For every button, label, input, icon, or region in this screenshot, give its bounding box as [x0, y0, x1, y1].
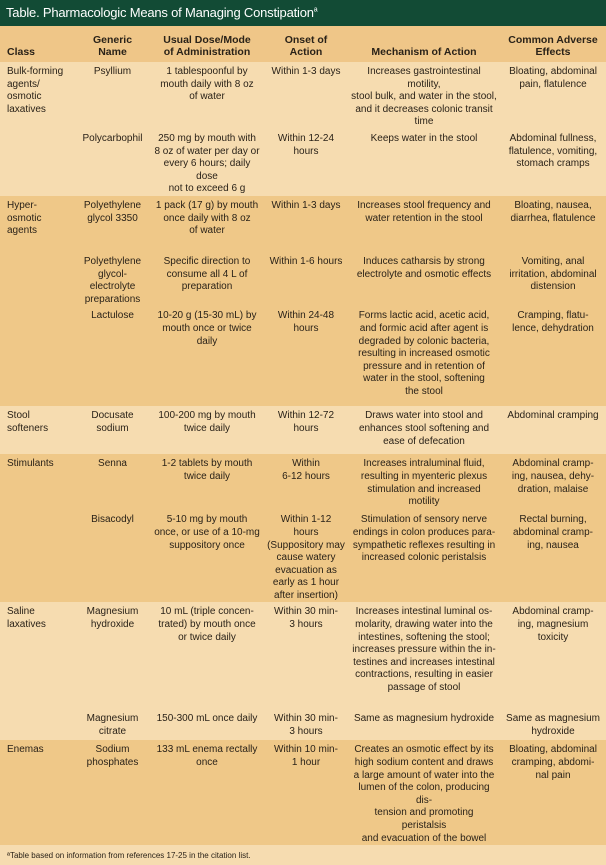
cell-onset: Within 1-6 hours — [264, 252, 348, 306]
cell-dose: 5-10 mg by mouth once, or use of a 10-mg suppository once — [150, 510, 264, 602]
cell-mechanism: Increases stool frequency and water retention in the stool — [348, 196, 500, 252]
table-row — [0, 306, 606, 406]
header-onset: Onset of Action — [264, 26, 348, 62]
cell-class: Enemas — [0, 740, 75, 845]
cell-class: Bulk-forming agents/ osmotic laxatives — [0, 62, 75, 129]
cell-mechanism: Keeps water in the stool — [348, 129, 500, 196]
cell-class: Saline laxatives — [0, 602, 75, 709]
cell-onset: Within 30 min- 3 hours — [264, 602, 348, 709]
table-row — [0, 510, 606, 602]
cell-generic-name: Polyethylene glycol 3350 — [75, 196, 150, 252]
constipation-table — [0, 26, 606, 845]
cell-onset: Within 24-48 hours — [264, 306, 348, 406]
cell-adverse-effects: Vomiting, anal irritation, abdominal distension — [500, 252, 606, 306]
cell-mechanism: Draws water into stool and enhances stool softening and ease of defecation — [348, 406, 500, 454]
cell-dose: 1 tablespoonful by mouth daily with 8 oz of water — [150, 62, 264, 129]
cell-dose: 250 mg by mouth with 8 oz of water per day or every 6 hours; daily dose not to exceed 6 g — [150, 129, 264, 196]
cell-adverse-effects: Bloating, abdominal pain, flatulence — [500, 62, 606, 129]
cell-dose: Specific direction to consume all 4 L of preparation — [150, 252, 264, 306]
cell-adverse-effects: Abdominal cramping — [500, 406, 606, 454]
cell-generic-name: Docusate sodium — [75, 406, 150, 454]
cell-dose: 1 pack (17 g) by mouth once daily with 8 oz of water — [150, 196, 264, 252]
table-row — [0, 406, 606, 454]
cell-onset: Within 1-3 days — [264, 196, 348, 252]
header-dose: Usual Dose/Mode of Administration — [150, 26, 264, 62]
cell-generic-name: Polyethylene glycol- electrolyte preparations — [75, 252, 150, 306]
title-text: Table. Pharmacologic Means of Managing Constipation — [6, 5, 314, 20]
cell-mechanism: Forms lactic acid, acetic acid, and formic acid after agent is degraded by colonic bacteria, resulting in increased osmotic pressure and in retention of water in the stool, softening the stool — [348, 306, 500, 406]
cell-generic-name: Sodium phosphates — [75, 740, 150, 845]
cell-adverse-effects: Cramping, flatu- lence, dehydration — [500, 306, 606, 406]
cell-mechanism: Induces catharsis by strong electrolyte and osmotic effects — [348, 252, 500, 306]
cell-onset: Within 12-72 hours — [264, 406, 348, 454]
cell-class: Hyper- osmotic agents — [0, 196, 75, 252]
table-row — [0, 602, 606, 709]
title-footnote-mark: a — [313, 6, 318, 14]
cell-adverse-effects: Bloating, abdominal cramping, abdomi- nal pain — [500, 740, 606, 845]
cell-class: Stool softeners — [0, 406, 75, 454]
cell-onset: Within 30 min- 3 hours — [264, 709, 348, 740]
cell-adverse-effects: Abdominal cramp- ing, nausea, dehy- dration, malaise — [500, 454, 606, 510]
cell-generic-name: Magnesium hydroxide — [75, 602, 150, 709]
header-mechanism: Mechanism of Action — [348, 26, 500, 62]
cell-adverse-effects: Rectal burning, abdominal cramp- ing, nausea — [500, 510, 606, 602]
header-row — [0, 26, 606, 62]
header-adverse-effects: Common Adverse Effects — [500, 26, 606, 62]
cell-class — [0, 510, 75, 602]
cell-adverse-effects: Same as magnesium hydroxide — [500, 709, 606, 740]
table-row — [0, 129, 606, 196]
cell-generic-name: Lactulose — [75, 306, 150, 406]
cell-dose: 1-2 tablets by mouth twice daily — [150, 454, 264, 510]
cell-dose: 100-200 mg by mouth twice daily — [150, 406, 264, 454]
cell-mechanism: Same as magnesium hydroxide — [348, 709, 500, 740]
cell-class: Stimulants — [0, 454, 75, 510]
cell-adverse-effects: Abdominal cramp- ing, magnesium toxicity — [500, 602, 606, 709]
table-row — [0, 709, 606, 740]
cell-dose: 10-20 g (15-30 mL) by mouth once or twice daily — [150, 306, 264, 406]
cell-dose: 150-300 mL once daily — [150, 709, 264, 740]
cell-mechanism: Increases intestinal luminal os- molarity, drawing water into the intestines, softening the stool; increases pressure within the in- testines and increases intestinal contractions, resulting in easier passage of stool — [348, 602, 500, 709]
cell-onset: Within 1-12 hours (Suppository may cause watery evacuation as early as 1 hour after insertion) — [264, 510, 348, 602]
table-row — [0, 454, 606, 510]
cell-generic-name: Senna — [75, 454, 150, 510]
cell-class — [0, 306, 75, 406]
cell-onset: Within 1-3 days — [264, 62, 348, 129]
cell-mechanism: Stimulation of sensory nerve endings in colon produces para- sympathetic reflexes resulting in increased colonic peristalsis — [348, 510, 500, 602]
cell-onset: Within 6-12 hours — [264, 454, 348, 510]
table-row — [0, 740, 606, 845]
cell-mechanism: Increases intraluminal fluid, resulting in myenteric plexus stimulation and increased motility — [348, 454, 500, 510]
footnote: ªTable based on information from references 17-25 in the citation list. — [0, 845, 606, 865]
cell-mechanism: Increases gastrointestinal motility, stool bulk, and water in the stool, and it decreases colonic transit time — [348, 62, 500, 129]
cell-onset: Within 12-24 hours — [264, 129, 348, 196]
table-title — [0, 0, 606, 26]
cell-adverse-effects: Abdominal fullness, flatulence, vomiting, stomach cramps — [500, 129, 606, 196]
cell-class — [0, 252, 75, 306]
cell-adverse-effects: Bloating, nausea, diarrhea, flatulence — [500, 196, 606, 252]
cell-generic-name: Magnesium citrate — [75, 709, 150, 740]
table-row — [0, 252, 606, 306]
header-class: Class — [0, 26, 75, 62]
cell-onset: Within 10 min- 1 hour — [264, 740, 348, 845]
table-row — [0, 62, 606, 129]
cell-dose: 10 mL (triple concen- trated) by mouth once or twice daily — [150, 602, 264, 709]
cell-dose: 133 mL enema rectally once — [150, 740, 264, 845]
header-generic-name: Generic Name — [75, 26, 150, 62]
cell-class — [0, 129, 75, 196]
table-row — [0, 196, 606, 252]
cell-generic-name: Psyllium — [75, 62, 150, 129]
cell-generic-name: Bisacodyl — [75, 510, 150, 602]
cell-mechanism: Creates an osmotic effect by its high sodium content and draws a large amount of water into the lumen of the colon, producing dis- tension and promoting peristalsis and evacuation of the bowel — [348, 740, 500, 845]
cell-generic-name: Polycarbophil — [75, 129, 150, 196]
cell-class — [0, 709, 75, 740]
